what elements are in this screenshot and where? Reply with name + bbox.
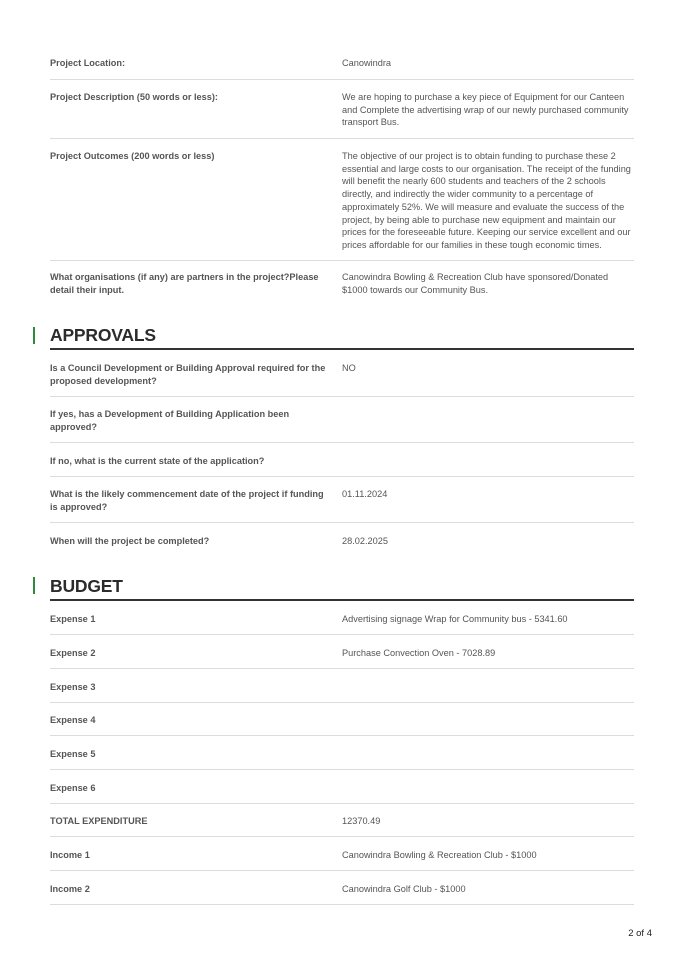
budget-item-label: Income 1 [50, 850, 90, 860]
budget-item-value: Advertising signage Wrap for Community bus - 5341.60 [342, 614, 568, 624]
project-location-row [50, 57, 634, 80]
approvals-section-heading [50, 324, 634, 350]
budget-row [50, 849, 634, 871]
approval-row [50, 362, 634, 397]
budget-item-value: Canowindra Bowling & Recreation Club - $1000 [342, 850, 537, 860]
budget-item-value: Purchase Convection Oven - 7028.89 [342, 648, 496, 658]
budget-row [50, 782, 634, 804]
budget-item-label: Expense 5 [50, 749, 96, 759]
budget-total-value: 12370.49 [342, 816, 381, 826]
project-partners-row [50, 271, 634, 301]
budget-item-label: Expense 6 [50, 783, 96, 793]
approval-question: If yes, has a Development of Building Application been approved? [50, 409, 290, 432]
approval-question: When will the project be completed? [50, 536, 210, 546]
section-marker [33, 577, 35, 594]
budget-item-label: Expense 3 [50, 682, 96, 692]
budget-section-heading [50, 575, 634, 601]
approval-question: Is a Council Development or Building Approval required for the proposed development? [50, 363, 326, 386]
approval-row [50, 455, 634, 477]
budget-item-value: Canowindra Golf Club - $1000 [342, 884, 466, 894]
budget-row [50, 714, 634, 736]
page-number: 2 of 4 [628, 928, 652, 939]
budget-row [50, 613, 634, 635]
budget-item-label: Expense 4 [50, 715, 96, 725]
approval-answer: 01.11.2024 [342, 489, 388, 499]
approval-question: If no, what is the current state of the application? [50, 456, 265, 466]
project-location-label: Project Location: [50, 58, 126, 68]
budget-item-label: Income 2 [50, 884, 90, 894]
budget-item-label: Expense 1 [50, 614, 96, 624]
budget-row [50, 681, 634, 703]
project-location-value: Canowindra [342, 58, 392, 68]
budget-row [50, 883, 634, 905]
budget-row [50, 748, 634, 770]
approval-row [50, 488, 634, 523]
approval-row [50, 408, 634, 443]
budget-total-label: TOTAL EXPENDITURE [50, 816, 148, 826]
approvals-title: APPROVALS [50, 325, 156, 345]
budget-total-row [50, 815, 634, 837]
approval-row [50, 535, 634, 557]
project-outcomes-row [50, 150, 634, 261]
project-description-row [50, 91, 634, 139]
budget-title: BUDGET [50, 576, 123, 596]
project-partners-label: What organisations (if any) are partners in the project?Please detail their input. [50, 272, 319, 295]
budget-row [50, 647, 634, 669]
project-partners-value: Canowindra Bowling & Recreation Club have sponsored/Donated $1000 towards our Community Bus. [342, 272, 609, 295]
section-marker [33, 327, 35, 344]
approval-answer: 28.02.2025 [342, 536, 388, 546]
project-outcomes-label: Project Outcomes (200 words or less) [50, 151, 215, 161]
project-outcomes-value: The objective of our project is to obtain funding to purchase these 2 essential and large costs to our organisation. The receipt of the funding will benefit the nearly 600 students and teachers of the 2 schools directly, and indirectly the wider community to a percentage of approximately 52%. We will measure and evaluate the success of the project, by being able to purchase new equipment and maintain our prices for the foreseeable future. Keeping our service excellent and our prices affordable for our families in these tough economic times. [342, 151, 631, 250]
project-description-label: Project Description (50 words or less): [50, 92, 218, 102]
approval-question: What is the likely commencement date of the project if funding is approved? [50, 489, 324, 512]
project-description-value: We are hoping to purchase a key piece of Equipment for our Canteen and Complete the advertising wrap of our newly purchased community transport Bus. [342, 92, 629, 128]
approval-answer: NO [342, 363, 356, 373]
budget-item-label: Expense 2 [50, 648, 96, 658]
